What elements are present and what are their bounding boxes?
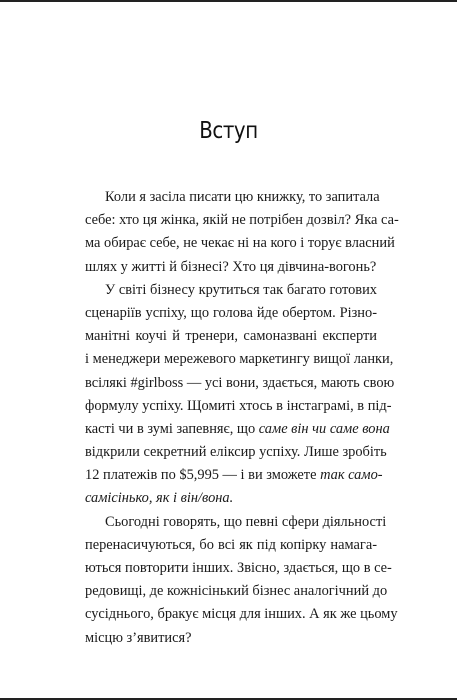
italic-text: самісінько, як і він/вона. <box>85 490 234 507</box>
text-segment: манітні коучі й тренери, самоназвані експерти <box>85 328 377 345</box>
text-segment: себе: хто ця жінка, якій не потрібен дозвіл? Яка са- <box>85 212 399 229</box>
text-line <box>85 603 398 626</box>
text-segment: сусіднього, бракує місця для інших. А як же цьому <box>85 606 398 623</box>
paragraph <box>85 186 399 279</box>
text-line <box>85 372 395 395</box>
text-line <box>85 627 377 650</box>
italic-text: так само- <box>320 467 383 484</box>
text-line <box>85 395 392 418</box>
text-line <box>85 232 395 255</box>
text-segment: ма обирає себе, не чекає ні на кого і торує власний <box>85 235 395 252</box>
text-line <box>85 580 388 603</box>
text-segment: У світі бізнесу крутиться так багато готових <box>105 281 377 298</box>
chapter-body <box>85 186 399 650</box>
text-line <box>85 209 399 232</box>
page-top-border <box>0 0 457 2</box>
text-line <box>85 279 377 302</box>
text-segment: відкрили секретний еліксир успіху. Лише зробіть <box>85 444 387 461</box>
text-line <box>85 186 380 209</box>
text-line <box>85 464 383 487</box>
text-line <box>85 256 377 279</box>
text-segment: шлях у житті й бізнесі? Хто ця дівчина-вогонь? <box>85 258 377 275</box>
chapter-title: Вступ <box>199 118 258 144</box>
italic-text: саме він чи саме вона <box>258 420 390 437</box>
text-segment: всілякі #girlboss — усі вони, здається, мають свою <box>85 374 395 391</box>
text-segment: перенасичуються, бо всі як під копірку намага- <box>85 536 377 553</box>
text-line <box>85 557 392 580</box>
text-segment: місцю з’явитися? <box>85 629 192 646</box>
text-line <box>85 511 387 534</box>
text-segment: ються повторити інших. Звісно, здається, що в се- <box>85 560 392 576</box>
text-line <box>85 534 377 557</box>
text-line <box>85 441 387 464</box>
text-segment: Сьогодні говорять, що певні сфери діяльності <box>105 513 387 530</box>
text-segment: редовищі, де кожнісінький бізнес аналогічний до <box>85 583 388 600</box>
text-line <box>85 487 377 510</box>
text-segment: сценаріїв успіху, що голова йде обертом. Різно- <box>85 304 377 321</box>
text-segment: і менеджери мережевого маркетингу вищої ланки, <box>85 351 394 368</box>
paragraph <box>85 511 398 650</box>
text-segment: формулу успіху. Щомиті хтось в інстаграмі, в під- <box>85 397 392 414</box>
text-line <box>85 348 394 371</box>
text-line <box>85 302 377 325</box>
paragraph <box>85 279 395 511</box>
text-line <box>85 325 377 348</box>
text-line <box>85 418 390 441</box>
text-segment: касті чи в зумі запевняє, що <box>85 420 259 437</box>
text-segment: Коли я засіла писати цю книжку, то запитала <box>105 189 380 205</box>
text-segment: 12 платежів по $5,995 — і ви зможете <box>85 467 321 484</box>
